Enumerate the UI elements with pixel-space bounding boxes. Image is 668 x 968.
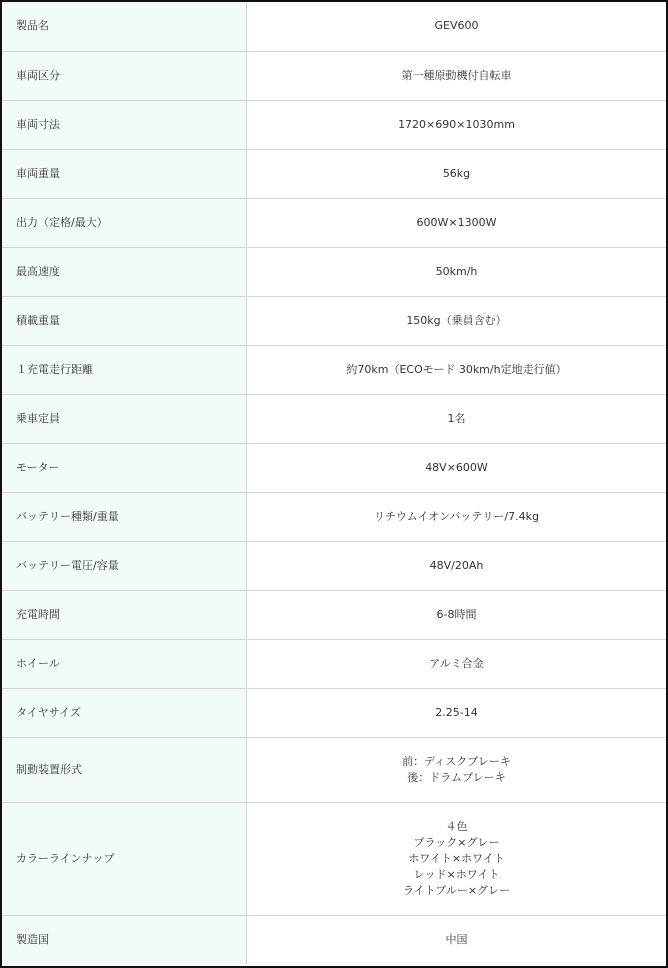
row-value: 600W×1300W [247, 198, 667, 247]
table-row [2, 51, 666, 100]
row-label: 製造国 [2, 915, 247, 964]
row-label: ホイール [2, 639, 247, 688]
row-label: 制動装置形式 [2, 737, 247, 802]
row-label: バッテリー種類/重量 [2, 492, 247, 541]
row-label: 車両区分 [2, 51, 247, 100]
row-label: 最高速度 [2, 247, 247, 296]
row-label: 車両重量 [2, 149, 247, 198]
table-row [2, 737, 666, 802]
table-row [2, 296, 666, 345]
table-row [2, 492, 666, 541]
row-value: 48V/20Ah [247, 541, 667, 590]
table-row [2, 149, 666, 198]
row-value: 50km/h [247, 247, 667, 296]
row-value: 1720×690×1030mm [247, 100, 667, 149]
table-row [2, 541, 666, 590]
row-label: 製品名 [2, 2, 247, 51]
row-value: リチウムイオンバッテリー/7.4kg [247, 492, 667, 541]
row-label: 乗車定員 [2, 394, 247, 443]
table-row [2, 2, 666, 51]
table-row [2, 802, 666, 915]
table-row [2, 688, 666, 737]
row-value: 第一種原動機付自転車 [247, 51, 667, 100]
row-value: 2.25-14 [247, 688, 667, 737]
row-value: 中国 [445, 932, 468, 946]
table-row [2, 590, 666, 639]
row-label: 出力（定格/最大） [2, 198, 247, 247]
row-label: １充電走行距離 [2, 345, 247, 394]
row-value: ４色 ブラック×グレー ホワイト×ホワイト レッド×ホワイト ライトブルー×グレー [247, 802, 667, 915]
row-value: アルミ合金 [247, 639, 667, 688]
row-label: バッテリー電圧/容量 [2, 541, 247, 590]
table-row [2, 915, 666, 964]
table-row [2, 100, 666, 149]
table-row [2, 443, 666, 492]
row-value: 前：ディスクブレーキ 後：ドラムブレーキ [247, 737, 667, 802]
row-value: 6-8時間 [247, 590, 667, 639]
spec-table [2, 2, 666, 964]
row-value: 約70km（ECOモード 30km/h定地走行値） [247, 345, 667, 394]
table-row [2, 198, 666, 247]
table-row [2, 345, 666, 394]
row-label: 積載重量 [2, 296, 247, 345]
row-value: 56kg [247, 149, 667, 198]
row-label: カラーラインナップ [2, 802, 247, 915]
row-label: タイヤサイズ [2, 688, 247, 737]
table-row [2, 247, 666, 296]
row-label: モーター [2, 443, 247, 492]
row-value: 1名 [247, 394, 667, 443]
row-value: 48V×600W [247, 443, 667, 492]
row-label: 充電時間 [2, 590, 247, 639]
table-row [2, 394, 666, 443]
row-value: GEV600 [247, 2, 667, 51]
table-row [2, 639, 666, 688]
row-label: 車両寸法 [2, 100, 247, 149]
row-value: 150kg（乗員含む） [247, 296, 667, 345]
